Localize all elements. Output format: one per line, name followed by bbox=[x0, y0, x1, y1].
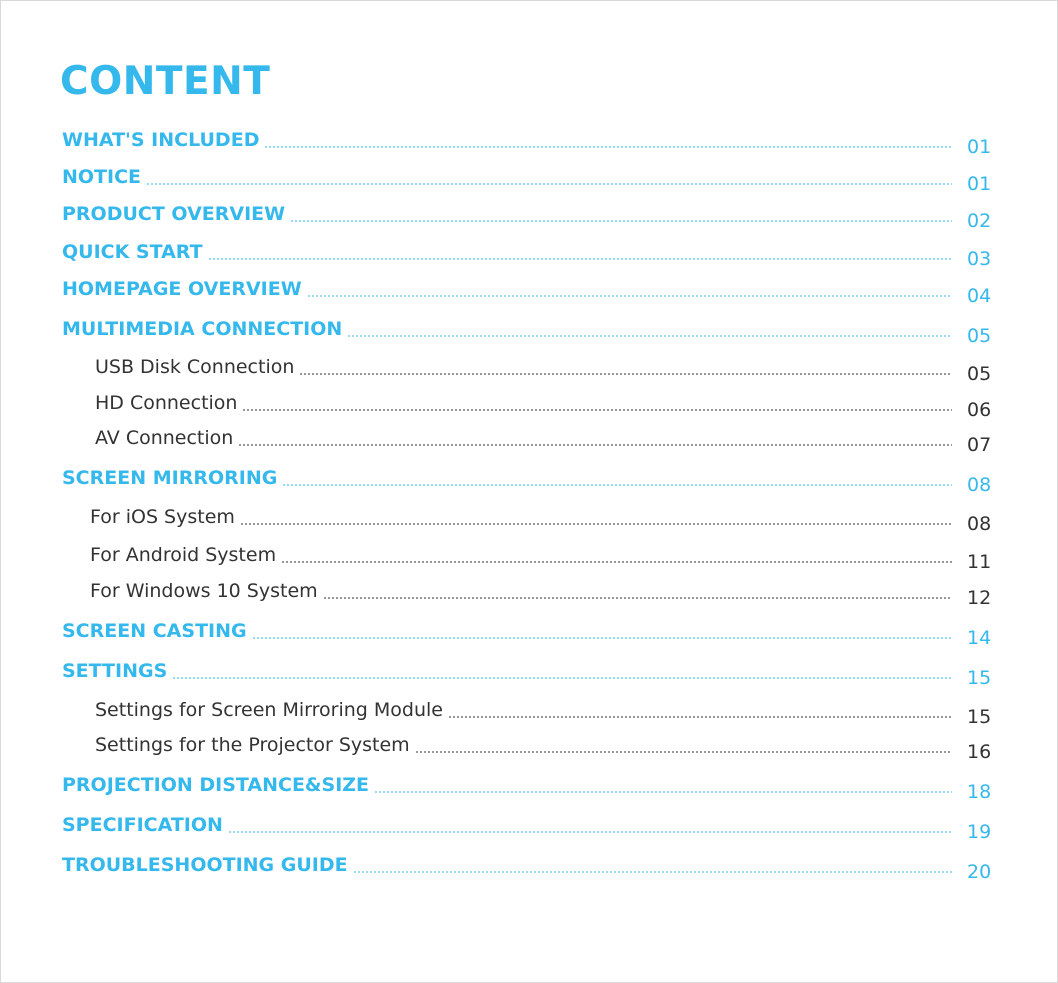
toc-entry-label: AV Connection bbox=[95, 427, 234, 449]
toc-entry-page: 15 bbox=[967, 706, 992, 728]
toc-entry-label: SPECIFICATION bbox=[62, 814, 223, 836]
dot-leader bbox=[290, 220, 952, 222]
toc-entry-page: 03 bbox=[967, 248, 992, 270]
toc-entry-page: 14 bbox=[967, 627, 992, 649]
toc-entry-label: For Windows 10 System bbox=[90, 580, 318, 602]
toc-entry-label: PROJECTION DISTANCE&SIZE bbox=[62, 774, 370, 796]
toc-entry-page: 05 bbox=[967, 363, 992, 385]
dot-leader bbox=[448, 716, 952, 718]
toc-entry-page: 15 bbox=[967, 667, 992, 689]
toc-entry-label: For iOS System bbox=[90, 506, 235, 528]
toc-entry-label: TROUBLESHOOTING GUIDE bbox=[62, 854, 348, 876]
dot-leader bbox=[228, 831, 952, 833]
dot-leader bbox=[415, 751, 952, 753]
toc-entry[interactable] bbox=[62, 314, 993, 347]
toc-entry[interactable] bbox=[62, 463, 993, 496]
toc-entry-page: 04 bbox=[967, 285, 992, 307]
toc-entry-page: 07 bbox=[967, 434, 992, 456]
dot-leader bbox=[172, 677, 952, 679]
dot-leader bbox=[208, 258, 952, 260]
toc-entry-page: 01 bbox=[967, 173, 992, 195]
dot-leader bbox=[282, 484, 952, 486]
toc-entry-page: 18 bbox=[967, 781, 992, 803]
toc-entry-page: 12 bbox=[967, 587, 992, 609]
toc-subentry[interactable] bbox=[95, 352, 993, 385]
toc-entry-label: MULTIMEDIA CONNECTION bbox=[62, 318, 343, 340]
dot-leader bbox=[264, 146, 952, 148]
toc-entry[interactable] bbox=[62, 616, 993, 649]
toc-entry[interactable] bbox=[62, 850, 993, 883]
toc-entry[interactable] bbox=[62, 162, 993, 195]
dot-leader bbox=[374, 791, 952, 793]
toc-entry-page: 01 bbox=[967, 136, 992, 158]
toc-entry-label: SCREEN MIRRORING bbox=[62, 467, 278, 489]
dot-leader bbox=[347, 335, 952, 337]
toc-subentry[interactable] bbox=[95, 423, 993, 456]
toc-entry-page: 06 bbox=[967, 399, 992, 421]
toc-entry-label: For Android System bbox=[90, 544, 277, 566]
toc-entry[interactable] bbox=[62, 237, 993, 270]
toc-entry-label: SCREEN CASTING bbox=[62, 620, 247, 642]
toc-subentry[interactable] bbox=[95, 695, 993, 728]
toc-entry-label: Settings for Screen Mirroring Module bbox=[95, 699, 443, 721]
toc-subentry[interactable] bbox=[90, 576, 993, 609]
toc-entry[interactable] bbox=[62, 125, 993, 158]
toc-entry[interactable] bbox=[62, 810, 993, 843]
dot-leader bbox=[238, 444, 952, 446]
toc-subentry[interactable] bbox=[90, 540, 993, 573]
toc-entry-label: Settings for the Projector System bbox=[95, 734, 410, 756]
dot-leader bbox=[252, 637, 952, 639]
toc-entry[interactable] bbox=[62, 274, 993, 307]
toc-entry-page: 16 bbox=[967, 741, 992, 763]
dot-leader bbox=[242, 409, 952, 411]
toc-entry-page: 02 bbox=[967, 210, 992, 232]
toc-subentry[interactable] bbox=[95, 388, 993, 421]
dot-leader bbox=[299, 373, 952, 375]
toc-entry-label: PRODUCT OVERVIEW bbox=[62, 203, 286, 225]
table-of-contents bbox=[1, 1, 1057, 982]
toc-entry-page: 08 bbox=[967, 474, 992, 496]
toc-entry-label: SETTINGS bbox=[62, 660, 168, 682]
dot-leader bbox=[240, 523, 952, 525]
toc-entry-label: NOTICE bbox=[62, 166, 142, 188]
toc-entry-page: 11 bbox=[967, 551, 992, 573]
toc-entry-page: 20 bbox=[967, 861, 992, 883]
dot-leader bbox=[281, 561, 952, 563]
toc-entry-page: 08 bbox=[967, 513, 992, 535]
toc-entry-label: HOMEPAGE OVERVIEW bbox=[62, 278, 302, 300]
toc-entry-page: 19 bbox=[967, 821, 992, 843]
dot-leader bbox=[146, 183, 952, 185]
toc-entry[interactable] bbox=[62, 199, 993, 232]
dot-leader bbox=[353, 871, 952, 873]
toc-subentry[interactable] bbox=[95, 730, 993, 763]
toc-entry-page: 05 bbox=[967, 325, 992, 347]
toc-entry-label: QUICK START bbox=[62, 241, 203, 263]
toc-entry[interactable] bbox=[62, 770, 993, 803]
dot-leader bbox=[307, 295, 952, 297]
toc-entry-label: WHAT'S INCLUDED bbox=[62, 129, 260, 151]
toc-entry-label: HD Connection bbox=[95, 392, 238, 414]
toc-subentry[interactable] bbox=[90, 502, 993, 535]
dot-leader bbox=[323, 597, 952, 599]
toc-entry-label: USB Disk Connection bbox=[95, 356, 295, 378]
page-title: CONTENT bbox=[60, 59, 271, 104]
toc-entry[interactable] bbox=[62, 656, 993, 689]
